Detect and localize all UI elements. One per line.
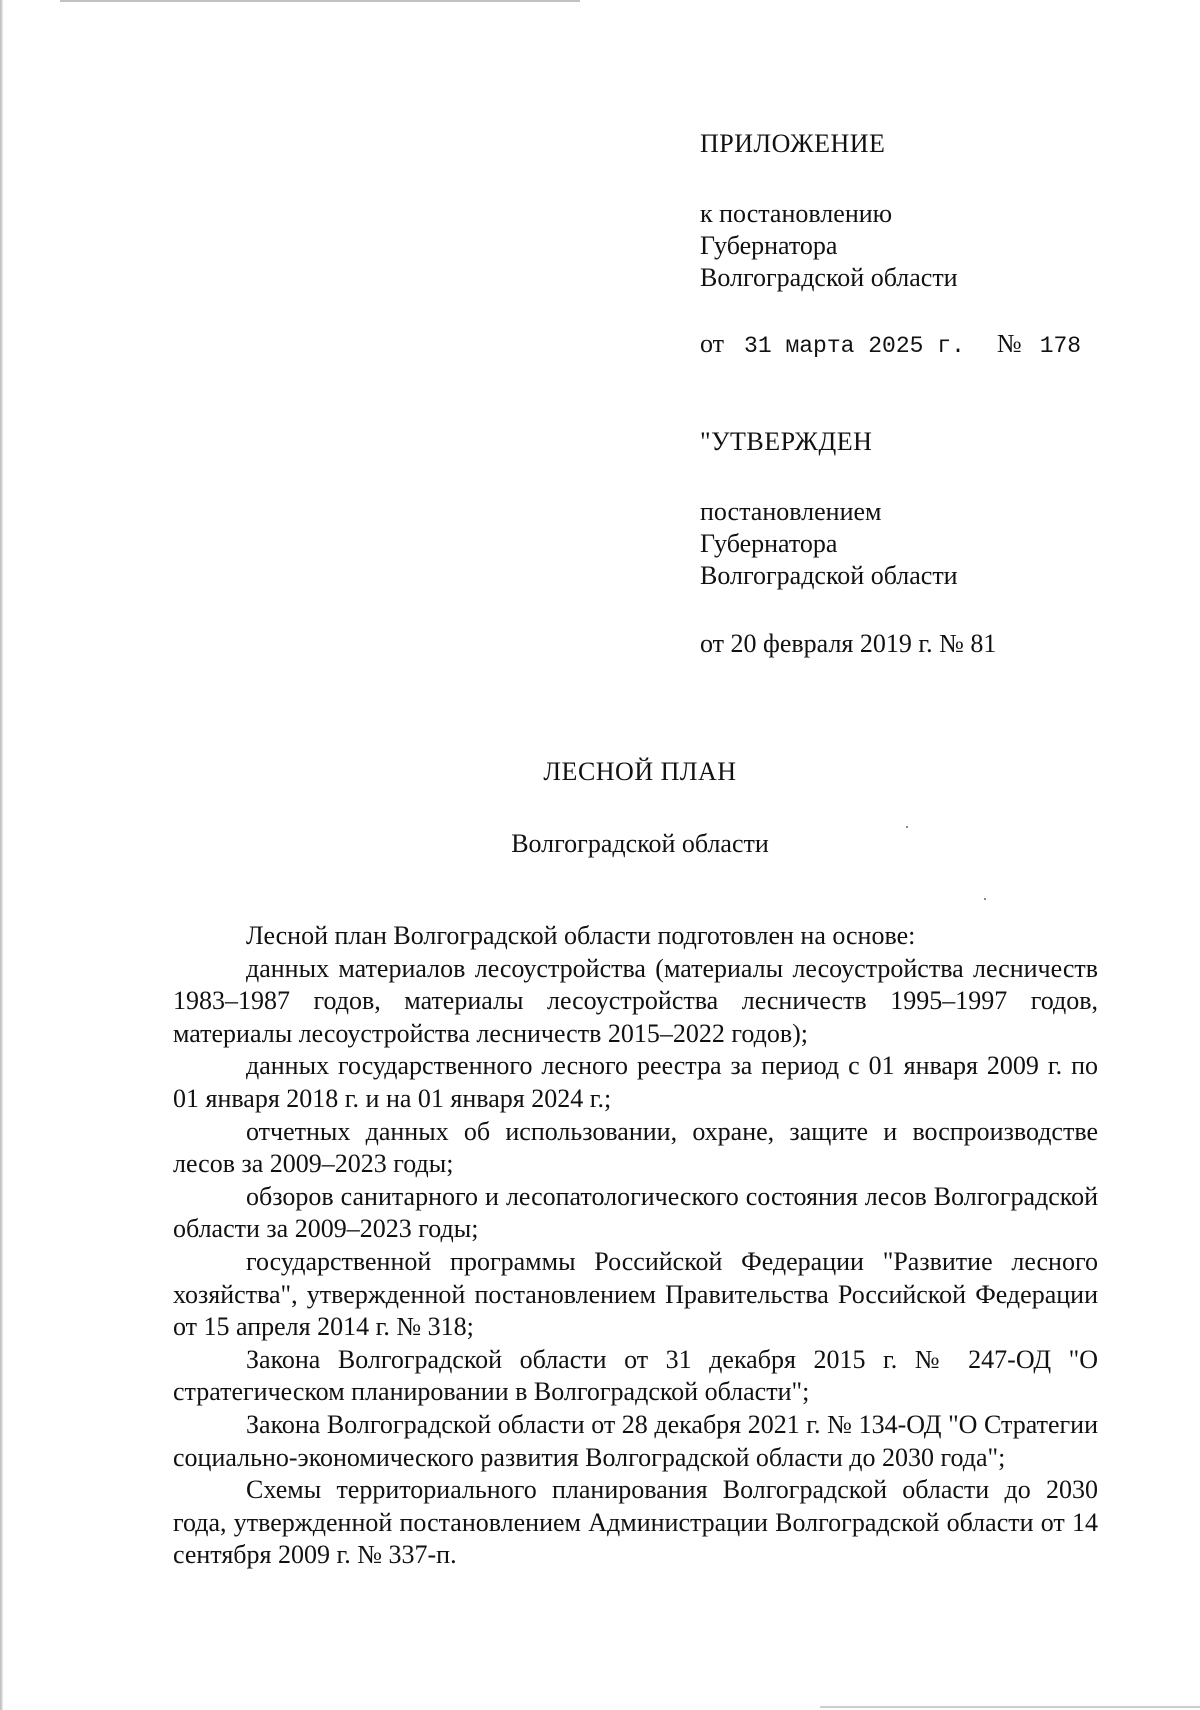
appendix-reference-line: Губернатора <box>700 231 838 260</box>
approved-date: от 20 февраля 2019 г. № 81 <box>700 629 997 658</box>
decree-date: 31 марта 2025 г. <box>744 333 965 359</box>
appendix-reference <box>700 198 958 294</box>
appendix-reference-line: Волгоградской области <box>700 263 958 292</box>
body-paragraph: Лесной план Волгоградской области подготовлен на основе: <box>246 921 916 950</box>
scan-edge-bottom <box>820 1706 1200 1708</box>
body-paragraph: государственной программы Российской Федерации "Развитие лесного хозяйства", утвержденной постановлением Правительства Российской Федерации от 15 апреля 2014 г. № 318; <box>173 1246 1098 1342</box>
body-paragraph: Схемы территориального планирования Волгоградской области до 2030 года, утвержденной постановлением Администрации Волгоградской области от 14 сентября 2009 г. № 337-п. <box>173 1475 1098 1570</box>
date-prefix: от <box>700 329 725 358</box>
number-prefix: № <box>996 329 1022 358</box>
scan-speck <box>984 898 986 900</box>
body-paragraph: отчетных данных об использовании, охране, защите и воспроизводстве лесов за 2009–2023 годы; <box>173 1116 1098 1179</box>
approved-label: "УТВЕРЖДЕН <box>700 427 873 456</box>
approved-by-line: Губернатора <box>700 529 838 558</box>
body-paragraph: данных государственного лесного реестра за период с 01 января 2009 г. по 01 января 2018 г. и на 01 января 2024 г.; <box>173 1051 1098 1113</box>
body-paragraph: Закона Волгоградской области от 31 декабря 2015 г. № 247-ОД "О стратегическом планировании в Волгоградской области"; <box>173 1344 1098 1407</box>
document-subtitle: Волгоградской области <box>511 829 769 858</box>
body-paragraph: Закона Волгоградской области от 28 декабря 2021 г. № 134-ОД "О Стратегии социально-экономического развития Волгоградской области до 2030 года"; <box>173 1409 1098 1472</box>
decree-number: 178 <box>1039 333 1082 359</box>
document-title: ЛЕСНОЙ ПЛАН <box>543 757 737 786</box>
decree-date-line <box>700 328 1081 362</box>
appendix-reference-line: к постановлению <box>700 199 893 228</box>
body-paragraph: данных материалов лесоустройства (материалы лесоустройства лесничеств 1983–1987 годов, материалы лесоустройства лесничеств 1995–1997 годов, материалы лесоустройства лесничеств 2015–2022 годов); <box>173 953 1098 1048</box>
document-body <box>173 920 1098 1572</box>
scan-edge-top <box>60 0 580 2</box>
scan-speck <box>906 826 908 828</box>
appendix-label: ПРИЛОЖЕНИЕ <box>700 129 886 158</box>
approved-by-line: постановлением <box>700 497 882 526</box>
body-paragraph: обзоров санитарного и лесопатологического состояния лесов Волгоградской области за 2009–2023 годы; <box>173 1181 1098 1244</box>
approved-by <box>700 496 958 592</box>
approved-by-line: Волгоградской области <box>700 561 958 590</box>
